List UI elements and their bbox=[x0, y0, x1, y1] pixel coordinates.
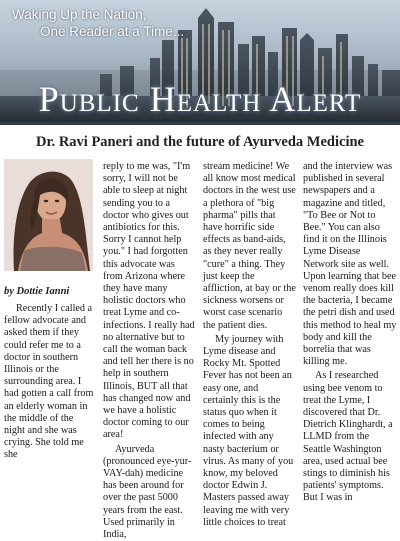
column-3-paragraph-1: stream medicine! We all know most medical doctors in the west use a plethora of "big pharma" pills that have horrific side effects as band-aids, as they never really "cure" a thing. They just keep the affliction, at bay or the sickness worsens or worst case scenario the patient dies. bbox=[203, 161, 296, 331]
article-column-4 bbox=[303, 161, 398, 504]
publication-title: Public Health Alert bbox=[38, 79, 362, 119]
column-2-paragraph-1: reply to me was, "I'm sorry, I will not be able to sleep at night sending you to a doctor who gives out antibiotics for this. Sorry I cannot help you." I had forgotten this advocate was from Arizona where they have many holistic doctors who treat Lyme and co-infections. I really had no alternative but to call the woman back and tell her there is no help in southern Illinois, BUT all that has changed now and we have a holistic doctor coming to our area! bbox=[103, 161, 195, 441]
column-3-paragraph-2: My journey with Lyme disease and Rocky Mt. Spotted Fever has not been an easy one, and certainly this is the status quo when it comes to being infected with any nasty bacterium or virus. As many of you know, my beloved doctor Edwin J. Masters passed away leaving me with very little choices to treat bbox=[203, 333, 294, 528]
article-headline: Dr. Ravi Paneri and the future of Ayurveda Medicine bbox=[36, 134, 364, 150]
tagline-line-2: One Reader at a Time... bbox=[40, 24, 185, 39]
masthead-tagline bbox=[12, 6, 184, 40]
masthead-divider bbox=[0, 122, 400, 125]
masthead-banner bbox=[0, 0, 400, 122]
column-4-paragraph-2: As I researched using bee venom to treat the Lyme, I discovered that Dr. Dietrich Klinghardt, a LLMD from the Seattle Washington area, used actual bee stings to diminish his patients' symptoms. But I was in bbox=[303, 370, 393, 504]
column-4-paragraph-1: and the interview was published in several newspapers and a magazine and titled, "To Bee or Not to Bee." You can also find it on the Illinois Lyme Disease Network site as well. Upon learning that bee venom really does kill the bacteria, I became the petri dish and used this method to heal my body and kill the borrelia that was killing me. bbox=[303, 161, 397, 368]
author-portrait-image bbox=[4, 159, 93, 271]
tagline-line-1: Waking Up the Nation, bbox=[12, 7, 147, 22]
article-column-1 bbox=[4, 303, 96, 461]
column-2-paragraph-2: Ayurveda (pronounced eye-yur-VAY-dah) medicine has been around for over the past 5000 years from the east. Used primarily in India, bbox=[103, 443, 192, 541]
article-column-2 bbox=[103, 161, 196, 541]
article-column-3 bbox=[203, 161, 296, 528]
article-byline: by Dottie Ianni bbox=[4, 286, 70, 297]
column-1-paragraph-1: Recently I called a fellow advocate and asked them if they could refer me to a doctor in southern Illinois or the surrounding area. I had gotten a call from an elderly woman in the middle of the night and she was crying. She told me she bbox=[4, 303, 94, 461]
author-photo bbox=[4, 159, 93, 271]
